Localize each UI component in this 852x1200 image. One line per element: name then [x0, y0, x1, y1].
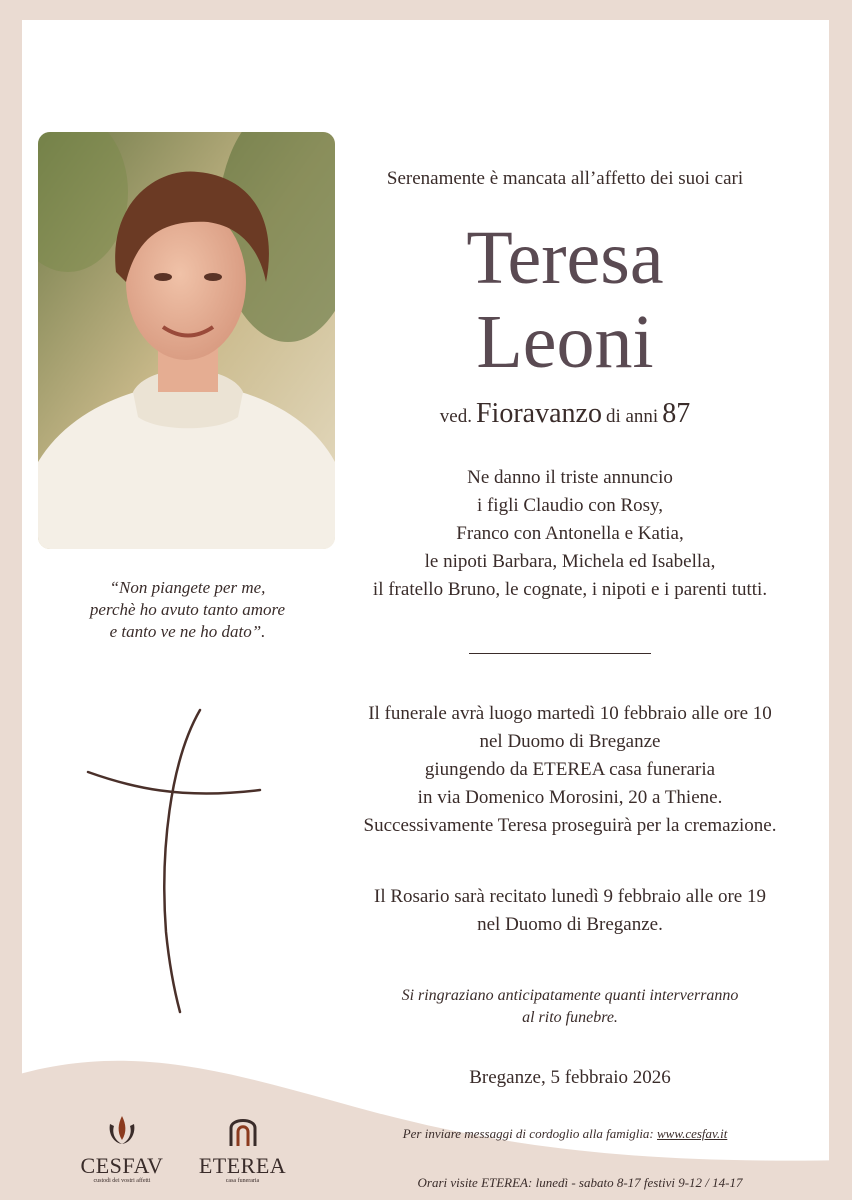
thanks-note	[320, 985, 820, 1029]
funeral-line: giungendo da ETEREA casa funeraria	[424, 759, 716, 780]
condolence-messages	[340, 1126, 790, 1142]
eterea-logo	[190, 1110, 295, 1185]
announcement-line: il fratello Bruno, le cognate, i nipoti e i parenti tutti.	[372, 579, 768, 600]
announcement-line: Ne danno il triste annuncio	[467, 467, 673, 488]
announcement-line: le nipoti Barbara, Michela ed Isabella,	[424, 551, 716, 572]
funeral-details	[320, 700, 820, 840]
funeral-line: Il funerale avrà luogo martedì 10 febbraio alle ore 10	[368, 703, 772, 724]
intro-text: Serenamente è mancata all’affetto dei suoi cari	[386, 168, 744, 189]
visiting-hours: Orari visite ETEREA: lunedì - sabato 8-17 festivi 9-12 / 14-17	[417, 1175, 743, 1190]
cesfav-name: CESFAV	[80, 1153, 164, 1178]
condolence-link[interactable]: www.cesfav.it	[657, 1126, 728, 1141]
arch-logo-icon	[223, 1110, 263, 1150]
deceased-name	[330, 216, 800, 384]
announcement-line: Franco con Antonella e Katia,	[456, 523, 684, 544]
announcement-line: i figli Claudio con Rosy,	[476, 495, 664, 516]
first-name: Teresa	[466, 216, 664, 300]
flame-logo-icon	[102, 1110, 142, 1150]
funeral-line: Successivamente Teresa proseguirà per la cremazione.	[363, 815, 777, 836]
eterea-tagline: casa funeraria	[225, 1178, 260, 1184]
cesfav-tagline: custodi dei vostri affetti	[93, 1178, 151, 1184]
portrait-photo	[38, 132, 335, 549]
cross-icon	[80, 702, 270, 1022]
rosary-line: nel Duomo di Breganze.	[477, 914, 663, 935]
quote-line: e tanto ve ne ho dato”.	[109, 622, 266, 641]
widow-age-line	[330, 398, 800, 430]
condolence-text: Per inviare messaggi di cordoglio alla famiglia:	[402, 1126, 654, 1141]
age-label: di anni	[605, 406, 659, 427]
thanks-line: Si ringraziano anticipatamente quanti interverranno	[401, 987, 739, 1004]
divider	[469, 653, 651, 654]
widow-prefix: ved.	[439, 406, 472, 427]
quote-line: perchè ho avuto tanto amore	[89, 600, 286, 619]
married-surname: Fioravanzo	[475, 398, 602, 429]
last-name: Leoni	[476, 300, 654, 384]
place-date: Breganze, 5 febbraio 2026	[469, 1067, 671, 1088]
memorial-quote	[40, 577, 335, 643]
rosary-details	[320, 883, 820, 939]
rosary-line: Il Rosario sarà recitato lunedì 9 febbraio alle ore 19	[374, 886, 766, 907]
funeral-line: nel Duomo di Breganze	[479, 731, 661, 752]
eterea-name: ETEREA	[198, 1153, 287, 1178]
announcement	[320, 464, 820, 604]
cesfav-logo	[72, 1110, 172, 1185]
quote-line: “Non piangete per me,	[109, 578, 266, 597]
age-value: 87	[662, 398, 691, 429]
thanks-line: al rito funebre.	[522, 1009, 618, 1026]
funeral-line: in via Domenico Morosini, 20 a Thiene.	[417, 787, 723, 808]
